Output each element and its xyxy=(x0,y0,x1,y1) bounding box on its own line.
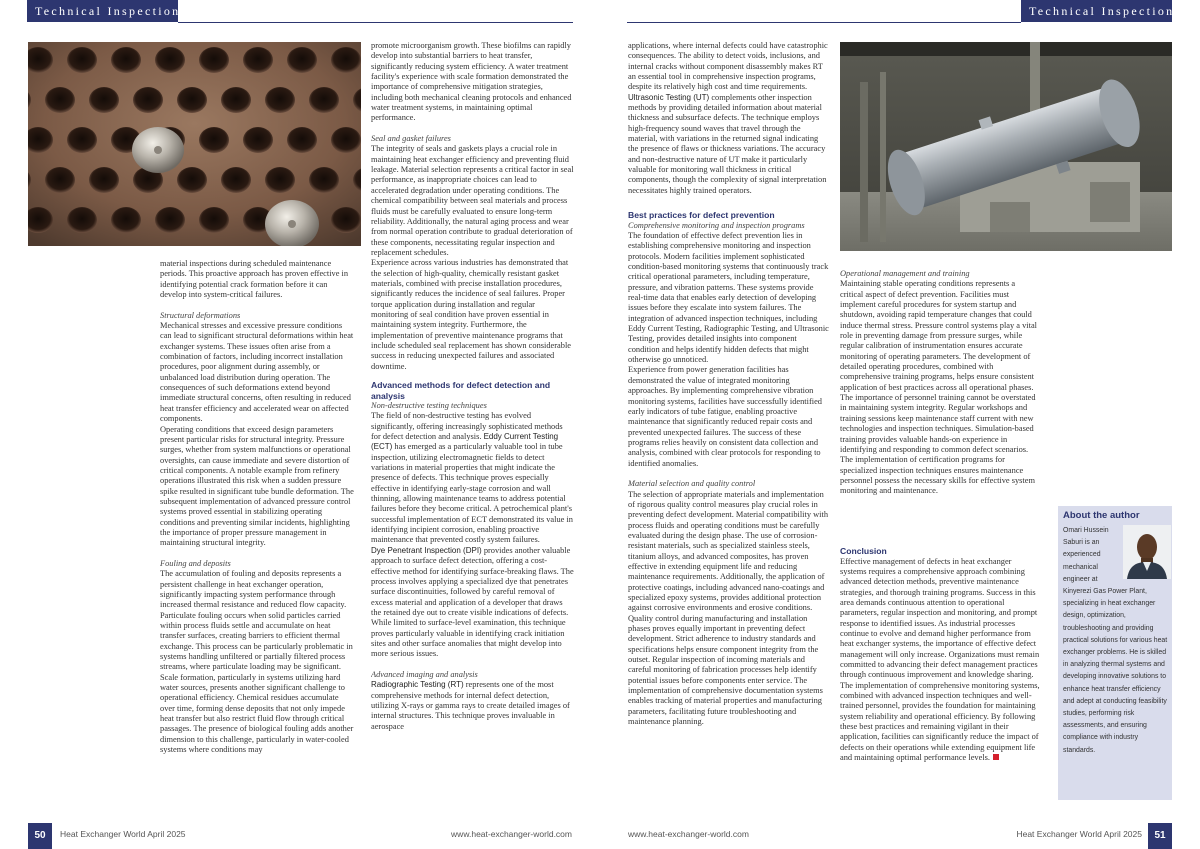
tube-hole xyxy=(89,87,119,113)
tube-hole xyxy=(331,207,361,233)
tube-hole xyxy=(67,127,97,153)
paragraph: applications, where internal defects could have catastrophic consequences. The ability to detect voids, inclusions, and internal cracks without component disassembly makes RT an essential tool in comprehensive inspection programs, despite its relatively high cost and time requirements. xyxy=(628,41,828,92)
tube-hole xyxy=(199,207,229,233)
text: provides another valuable approach to surface defect detection, offering a cost-effective method for identifying surface-breaking flaws. The process involves applying a specialized dye that penetrates surface discontinuities, followed by careful removal of excess material and application of a developer that draws the retained dye out to create visible indications of defects. While limited to surface-level examination, this technique proves particularly valuable in identifying crack initiation sites and other surface anomalies that might develop into more serious issues. xyxy=(371,545,574,659)
tube-hole xyxy=(199,47,229,73)
page-number-left: 50 xyxy=(28,823,52,849)
tube-hole xyxy=(199,127,229,153)
tube-hole xyxy=(67,47,97,73)
tube-hole xyxy=(133,87,163,113)
tube-sheet-image xyxy=(28,42,361,246)
tube-hole xyxy=(177,87,207,113)
paragraph xyxy=(628,93,830,196)
conclusion-section xyxy=(840,546,1040,801)
text: The field of non-destructive testing has evolved significantly, offering increasingly sophisticated methods for defect detection and analysis. xyxy=(371,411,563,442)
tube-hole xyxy=(45,167,75,193)
tube-hole xyxy=(45,87,75,113)
author-bio-text: Omari Hussein Saburi is an experienced mechanical engineer at Kinyerezi Gas Power Plant, specializing in heat exchanger design, optimization, troubleshooting and providing practical solutions for various heat exchanger problems. He is skilled in analyzing thermal systems and developing innovative solutions to enhance heat transfer efficiency and adept at conducting feasibility studies, performing risk assessments, and ensuring compliance with industry standards. xyxy=(1063,527,1168,754)
paragraph xyxy=(371,680,574,732)
subheading-material: Material selection and quality control xyxy=(628,479,756,489)
tube-hole xyxy=(221,167,251,193)
heading-best-practices: Best practices for defect prevention xyxy=(628,210,775,221)
heat-exchanger-photo xyxy=(840,42,1172,251)
keyword-ut: Ultrasonic Testing (UT) xyxy=(628,92,710,102)
header-rule-right xyxy=(627,22,1021,23)
paragraph: Mechanical stresses and excessive pressure conditions can lead to significant structural deformations within heat exchanger systems. These issues often arise from a combination of factors, including incorrect installation procedures, poor alignment during assembly, or unbalanced load distribution during operation. The consequences of such deformations extend beyond immediate structural concerns, often resulting in reduced heat transfer efficiency and accelerated wear on affected components. xyxy=(160,321,354,424)
paragraph xyxy=(371,411,574,545)
subheading-fouling: Fouling and deposits xyxy=(160,558,231,568)
paragraph: The selection of appropriate materials and implementation of rigorous quality control measures play crucial roles in preventing defect development. Material compatibility with process fluids and operating conditions must be carefully evaluated during the design phase. The use of corrosion-resistant materials, such as specialized stainless steels, titanium alloys, and advanced composites, has proven effective in extending equipment life and reducing maintenance requirements. Additionally, the application of protective coatings, including advanced nano-coatings and specialized epoxy systems, provides additional protection against corrosive environments and erosive conditions. xyxy=(628,489,829,613)
end-of-article-mark xyxy=(993,754,999,760)
footer-left xyxy=(0,825,600,849)
author-box-title: About the author xyxy=(1063,510,1140,521)
paragraph: Operating conditions that exceed design parameters present particular risks for structural integrity. Pressure surges, whether from system malfunctions or operational oversights, can cause immediate and severe distortion of critical components. A notable example from refinery operations illustrated this risk when a sudden pressure spike resulted in significant tube bundle deformation. The subsequent implementation of advanced pressure control systems proved essential in stabilizing operating conditions and preventing similar incidents, highlighting the importance of proper pressure management in maintaining structural integrity. xyxy=(160,424,354,548)
author-bio xyxy=(1063,525,1171,757)
right-page-column-2 xyxy=(840,269,1040,534)
section-tag-left: Technical Inspection xyxy=(27,0,178,22)
left-page-column-1 xyxy=(160,259,355,801)
tube-hole xyxy=(111,207,141,233)
author-avatar xyxy=(1123,525,1171,579)
paragraph xyxy=(371,546,574,660)
keyword-dpi: Dye Penetrant Inspection (DPI) xyxy=(371,545,482,555)
paragraph: material inspections during scheduled maintenance periods. This proactive approach has proven effective in identifying potential crack formation before it can develop into system-critical failures. xyxy=(160,259,349,300)
right-page xyxy=(600,0,1200,849)
paragraph: Experience from power generation facilities has demonstrated the value of integrated monitoring approaches. By implementing comprehensive vibration monitoring systems, facilities have successfully identified early indicators of tube fatigue, enabling proactive maintenance that significantly reduced repair costs and prevented unexpected failures. The success of these programs relies heavily on consistent data collection and analysis, combined with clear protocols for responding to identified anomalies. xyxy=(628,365,822,468)
website-link[interactable]: www.heat-exchanger-world.com xyxy=(628,829,749,839)
tube-hole xyxy=(265,167,295,193)
section-tag-right: Technical Inspection xyxy=(1021,0,1172,22)
text: Effective management of defects in heat exchanger systems requires a comprehensive approach combining advanced detection methods, preventive maintenance strategies, and thorough training programs. Success in this area demands continuous attention to operational parameters, regular inspection and monitoring, and prompt response to identified issues. As industrial processes continue to evolve and demand higher performance from heat exchanger systems, the importance of effective defect management will only increase. Organizations must remain committed to advancing their defect management practices through continuous improvement and knowledge sharing. The implementation of comprehensive monitoring systems, combined with advanced inspection techniques and well-trained personnel, provides the foundation for maintaining system reliability and operational efficiency. By following these best practices and remaining vigilant in their application, facilities can significantly reduce the impact of defects on their operations while extending equipment life and maintaining optimal performance levels. xyxy=(840,556,1040,763)
tube-hole xyxy=(331,47,361,73)
header-rule-left xyxy=(178,22,573,23)
heat-exchanger-image xyxy=(840,42,1172,251)
paragraph: The foundation of effective defect prevention lies in establishing comprehensive monitoring and inspection protocols. Modern facilities implement sophisticated condition-based monitoring systems that continuously track critical operational parameters, including temperature, pressure, and vibration patterns. These systems provide real-time data that enables early detection of developing issues before they escalate into system failures. The integration of advanced inspection techniques, including Eddy Current Testing, Radiographic Testing, and Ultrasonic Testing, provides detailed insights into component condition and helps identify hidden defects that might otherwise go unnoticed. xyxy=(628,231,829,365)
keyword-rt: Radiographic Testing (RT) xyxy=(371,680,464,690)
tube-hole xyxy=(155,207,185,233)
tube-hole xyxy=(111,47,141,73)
tube-hole xyxy=(243,127,273,153)
tube-hole xyxy=(287,47,317,73)
tube-hole xyxy=(221,87,251,113)
tube-hole xyxy=(265,87,295,113)
paragraph: Maintaining stable operating conditions represents a critical aspect of defect prevention. Facilities must implement careful procedures for system startup and shutdown, avoiding rapid temperature changes that could induce thermal stress. Pressure control systems play a vital role in preventing damage from pressure surges, while regular calibration of instrumentation ensures accurate monitoring of operating parameters. The development of detailed operating procedures, combined with comprehensive training programs, helps ensure consistent application of best practices across all operational phases. xyxy=(840,279,1038,392)
paragraph: The accumulation of fouling and deposits represents a persistent challenge in heat exchanger operation, significantly impacting system performance through increased thermal resistance and reduced flow capacity. Particulate fouling occurs when solid particles carried within process fluids settle and accumulate on heat transfer surfaces, creating barriers to efficient thermal exchange. This process can be particularly problematic in systems handling unfiltered or partially filtered process streams, where particulate loading may be significant. xyxy=(160,569,353,672)
magazine-title: Heat Exchanger World April 2025 xyxy=(1016,829,1142,839)
tube-hole xyxy=(309,87,339,113)
about-the-author-box xyxy=(1058,506,1172,800)
paragraph: Experience across various industries has demonstrated that the selection of high-quality, chemically resistant gasket materials, combined with precise installation procedures, significantly reduces the incidence of seal failures. Proper torque application during installation and regular monitoring of seal condition have proven essential in maintaining system integrity. Furthermore, the implementation of preventive maintenance programs that include scheduled seal replacement has shown considerable success in reducing unexpected failures and associated downtime. xyxy=(371,258,571,371)
page-number-right: 51 xyxy=(1148,823,1172,849)
paragraph: Scale formation, particularly in systems utilizing hard water sources, presents another significant challenge to operational efficiency. Chemical residues accumulate over time, forming dense deposits that not only impede heat transfer but also restrict fluid flow through critical passages. The presence of biological fouling adds another dimension to this challenge, particularly in water-cooled systems where conditions may xyxy=(160,672,354,755)
subheading-seal: Seal and gasket failures xyxy=(371,134,451,144)
subheading-structural: Structural deformations xyxy=(160,310,241,320)
tube-hole xyxy=(287,127,317,153)
tube-hole xyxy=(67,207,97,233)
tube-hole xyxy=(177,167,207,193)
tube-hole xyxy=(89,167,119,193)
right-page-column-1 xyxy=(628,41,830,801)
heading-advanced-methods: Advanced methods for defect detection and analysis xyxy=(371,380,551,401)
paragraph: The importance of personnel training cannot be overstated in maintaining system integrity. Regular workshops and training sessions keep maintenance staff current with new technologies and inspection techniques. Simulation-based training provides valuable hands-on experience in identifying and responding to common defect scenarios. The implementation of certification programs for specialized inspection techniques ensures maintenance personnel possess the necessary skills for effective system monitoring and maintenance. xyxy=(840,393,1036,496)
left-page-column-2 xyxy=(371,41,574,801)
author-portrait xyxy=(1123,525,1171,579)
website-link[interactable]: www.heat-exchanger-world.com xyxy=(451,829,572,839)
keyword-ect: Eddy Current Testing (ECT) xyxy=(371,432,559,452)
subheading-monitoring: Comprehensive monitoring and inspection programs xyxy=(628,220,805,230)
text: has emerged as a particularly valuable tool in tube inspection, utilizing electromagnetic fields to detect variations in material properties that might indicate the presence of defects. This technique proves especially effective in identifying early-stage corrosion and wall thinning, allowing maintenance teams to address potential failures before they become critical. A petrochemical plant's successful implementation of ECT demonstrated its value in identifying incipient corrosion, enabling proactive maintenance that prevented costly system failures. xyxy=(371,442,573,545)
text: complements other inspection methods by providing detailed information about material thickness and subsurface defects. The technique employs high-frequency sound waves that travel through the material, with variations in the returned signal indicating the presence of flaws or thickness variations. The accuracy and non-destructive nature of UT make it particularly valuable for monitoring wall thickness in critical components, though the complexity of signal interpretation necessitates highly trained operators. xyxy=(628,92,827,195)
tube-sheet-photo xyxy=(28,42,361,246)
footer-right xyxy=(600,825,1200,849)
tube-hole xyxy=(155,47,185,73)
subheading-operational: Operational management and training xyxy=(840,269,970,278)
paragraph xyxy=(840,557,1040,764)
heading-conclusion: Conclusion xyxy=(840,546,887,556)
tube-hole xyxy=(309,167,339,193)
subheading-imaging: Advanced imaging and analysis xyxy=(371,669,478,679)
paragraph: The integrity of seals and gaskets plays a crucial role in maintaining heat exchanger efficiency and preventing fluid leakage. Material selection represents a critical factor in seal performance, as inappropriate choices can lead to accelerated degradation under operating conditions. The chemical compatibility between seal materials and process fluids must be carefully evaluated to ensure long-term reliability. Additionally, the natural aging process and wear from normal operation contribute to gradual deterioration of these components, necessitating regular inspection and replacement schedules. xyxy=(371,144,574,257)
tube-hole xyxy=(243,47,273,73)
magazine-title: Heat Exchanger World April 2025 xyxy=(60,829,186,839)
subheading-ndt: Non-destructive testing techniques xyxy=(371,401,487,410)
tube-hole xyxy=(331,127,361,153)
paragraph: Quality control during manufacturing and installation phases proves equally important in preventing defect development. Strict adherence to industry standards and specifications helps ensure component integrity from the outset. Regular inspection of incoming materials and careful monitoring of fabrication processes help identify potential issues before components enter service. The implementation of comprehensive documentation systems enables tracking of material properties and manufacturing parameters, facilitating future troubleshooting and maintenance planning. xyxy=(628,613,823,727)
text: represents one of the most comprehensive methods for internal defect detection, utilizing X-rays or gamma rays to create detailed images of internal structures. This technique proves invaluable in aerospace xyxy=(371,680,570,731)
paragraph: promote microorganism growth. These biofilms can rapidly develop into substantial barriers to heat transfer, significantly reducing system efficiency. A water treatment facility's experience with scale formation demonstrated the importance of comprehensive mitigation strategies, including both mechanical cleaning protocols and enhanced water treatment systems, in maintaining optimal performance. xyxy=(371,41,572,123)
